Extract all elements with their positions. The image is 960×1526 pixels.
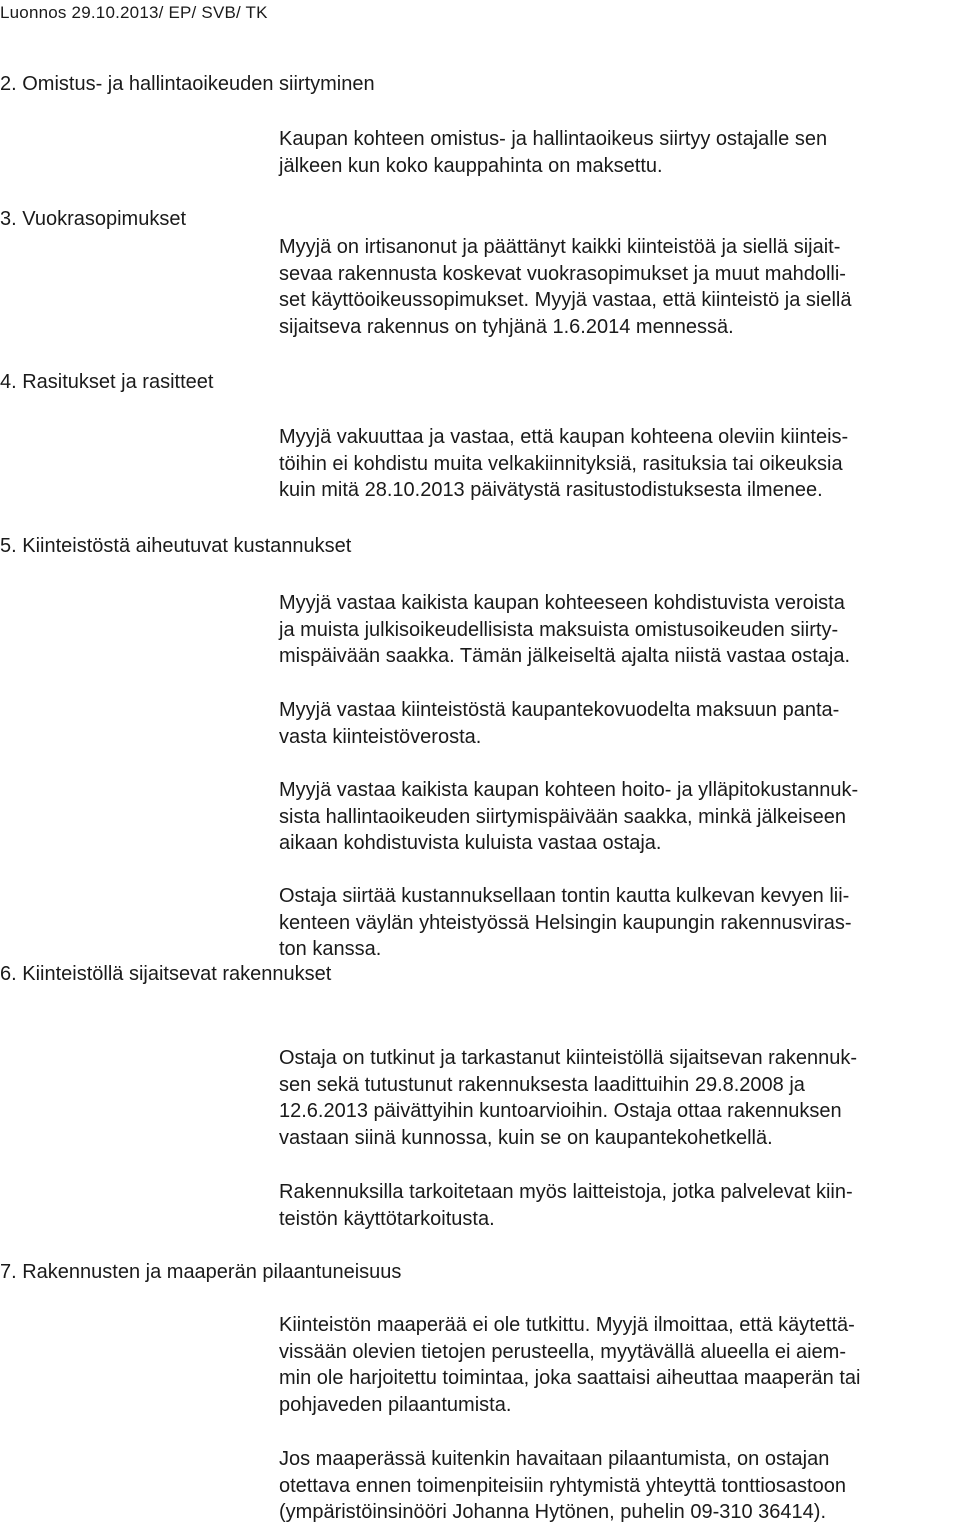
- heading-section-6: 6. Kiinteistöllä sijaitsevat rakennukset: [0, 963, 332, 985]
- paragraph-line: aikaan kohdistuvista kuluista vastaa ostaja.: [279, 832, 662, 854]
- heading-section-4: 4. Rasitukset ja rasitteet: [0, 371, 214, 393]
- paragraph-line: ton kanssa.: [279, 938, 382, 960]
- paragraph-line: ja muista julkisoikeudellisista maksuista omistusoikeuden siirty-: [279, 618, 839, 641]
- paragraph-line: töihin ei kohdistu muita velkakiinnityksiä, rasituksia tai oikeuksia: [279, 452, 843, 475]
- paragraph-line: Jos maaperässä kuitenkin havaitaan pilaantumista, on ostajan: [279, 1448, 830, 1470]
- heading-section-5: 5. Kiinteistöstä aiheutuvat kustannukset: [0, 535, 352, 557]
- paragraph-soil-survey: [279, 1312, 957, 1418]
- paragraph-line: sen sekä tutustunut rakennuksesta laadittuihin 29.8.2008 ja: [279, 1073, 805, 1096]
- paragraph-ownership-transfer: [279, 126, 957, 179]
- paragraph-line: Myyjä on irtisanonut ja päättänyt kaikki kiinteistöä ja siellä sijait-: [279, 236, 841, 258]
- paragraph-line: Myyjä vastaa kaikista kaupan kohteen hoito- ja ylläpitokustannuk-: [279, 779, 859, 801]
- paragraph-line: teistön käyttötarkoitusta.: [279, 1207, 495, 1230]
- paragraph-line: jälkeen kun koko kauppahinta on maksettu.: [279, 154, 663, 177]
- paragraph-line: Kiinteistön maaperää ei ole tutkittu. Myyjä ilmoittaa, että käytettä-: [279, 1314, 855, 1336]
- paragraph-line: kenteen väylän yhteistyössä Helsingin kaupungin rakennusviras-: [279, 911, 852, 934]
- paragraph-property-tax: [279, 697, 957, 750]
- paragraph-line: otettava ennen toimenpiteisiin ryhtymistä yhteyttä tonttiosastoon: [279, 1474, 846, 1497]
- paragraph-traffic-route: [279, 883, 957, 963]
- document-header: Luonnos 29.10.2013/ EP/ SVB/ TK: [0, 3, 268, 22]
- paragraph-line: Ostaja on tutkinut ja tarkastanut kiinteistöllä sijaitsevan rakennuk-: [279, 1047, 858, 1069]
- paragraph-line: Myyjä vakuuttaa ja vastaa, että kaupan kohteena oleviin kiinteis-: [279, 426, 849, 448]
- heading-section-7: 7. Rakennusten ja maaperän pilaantuneisuus: [0, 1261, 402, 1283]
- paragraph-maintenance-costs: [279, 777, 957, 857]
- paragraph-line: sijaitseva rakennus on tyhjänä 1.6.2014 mennessä.: [279, 315, 734, 338]
- heading-section-2: 2. Omistus- ja hallintaoikeuden siirtyminen: [0, 73, 375, 95]
- paragraph-line: 12.6.2013 päivättyihin kuntoarvioihin. Ostaja ottaa rakennuksen: [279, 1100, 842, 1122]
- paragraph-line: Ostaja siirtää kustannuksellaan tontin kautta kulkevan kevyen lii-: [279, 885, 850, 907]
- paragraph-line: mispäivään saakka. Tämän jälkeiseltä ajalta niistä vastaa ostaja.: [279, 645, 851, 667]
- paragraph-line: vissään olevien tietojen perusteella, myytävällä alueella ei aiem-: [279, 1340, 846, 1363]
- paragraph-line: Kaupan kohteen omistus- ja hallintaoikeus siirtyy ostajalle sen: [279, 128, 828, 150]
- heading-section-3: 3. Vuokrasopimukset: [0, 208, 187, 230]
- paragraph-taxes: [279, 590, 957, 670]
- paragraph-line: pohjaveden pilaantumista.: [279, 1393, 512, 1416]
- paragraph-line: kuin mitä 28.10.2013 päivätystä rasitustodistuksesta ilmenee.: [279, 479, 823, 501]
- paragraph-line: vasta kiinteistöverosta.: [279, 725, 482, 748]
- paragraph-line: set käyttöoikeussopimukset. Myyjä vastaa, että kiinteistö ja siellä: [279, 289, 852, 311]
- paragraph-line: Rakennuksilla tarkoitetaan myös laitteistoja, jotka palvelevat kiin-: [279, 1181, 853, 1203]
- paragraph-leases: [279, 234, 957, 340]
- paragraph-line: vastaan siinä kunnossa, kuin se on kaupantekohetkellä.: [279, 1126, 773, 1149]
- paragraph-contamination-contact: [279, 1446, 957, 1526]
- paragraph-building-definition: [279, 1179, 957, 1232]
- paragraph-line: Myyjä vastaa kiinteistöstä kaupantekovuodelta maksuun panta-: [279, 699, 840, 721]
- paragraph-building-inspection: [279, 1045, 957, 1151]
- paragraph-line: Myyjä vastaa kaikista kaupan kohteeseen kohdistuvista veroista: [279, 592, 845, 614]
- paragraph-line: sevaa rakennusta koskevat vuokrasopimukset ja muut mahdolli-: [279, 262, 846, 285]
- paragraph-encumbrances: [279, 424, 957, 504]
- paragraph-line: (ympäristöinsinööri Johanna Hytönen, puhelin 09-310 36414).: [279, 1501, 827, 1523]
- paragraph-line: sista hallintaoikeuden siirtymispäivään saakka, minkä jälkeiseen: [279, 805, 846, 828]
- paragraph-line: min ole harjoitettu toimintaa, joka saattaisi aiheuttaa maaperän tai: [279, 1367, 861, 1389]
